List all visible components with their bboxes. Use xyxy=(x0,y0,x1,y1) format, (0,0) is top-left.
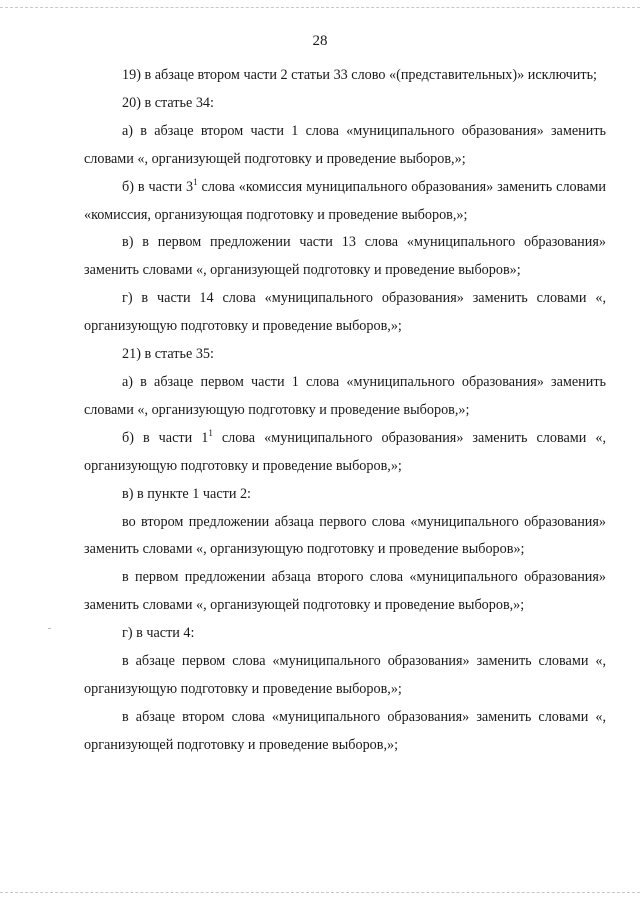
scan-border-top xyxy=(0,7,640,8)
paragraph-21-v-1: во втором предложении абзаца первого слова «муниципального образования» заменить словами «, организующую подготовку и проведение выборов»; xyxy=(84,513,606,558)
superscript-index: 1 xyxy=(193,176,198,187)
paragraph-21-g-2: в абзаце втором слова «муниципального образования» заменить словами «, организующей подготовку и проведение выборов,»; xyxy=(84,708,606,753)
paragraph-20-b xyxy=(84,174,606,230)
paragraph-21-b-start: б) в части 1 xyxy=(122,429,209,446)
paragraph-21-g: г) в части 4: xyxy=(122,625,195,642)
paragraph-21-b xyxy=(84,425,606,481)
paragraph-20-b-start: б) в части 3 xyxy=(122,178,194,195)
paragraph-item-21: 21) в статье 35: xyxy=(122,346,214,363)
page-number: 28 xyxy=(312,33,328,49)
document-body xyxy=(84,62,606,760)
paragraph-21-v: в) в пункте 1 части 2: xyxy=(122,485,251,502)
paragraph-item-20: 20) в статье 34: xyxy=(122,94,214,111)
scan-border-bottom xyxy=(0,892,640,893)
paragraph-21-b-rest: слова «муниципального образования» заменить словами «, организующую подготовку и проведение выборов,»; xyxy=(84,429,606,474)
paragraph-21-a: а) в абзаце первом части 1 слова «муниципального образования» заменить словами «, организующую подготовку и проведение выборов,»; xyxy=(84,373,606,418)
paragraph-20-v: в) в первом предложении части 13 слова «муниципального образования» заменить словами «, организующей подготовку и проведение выборов»; xyxy=(84,234,606,279)
paragraph-21-v-2: в первом предложении абзаца второго слова «муниципального образования» заменить словами «, организующей подготовку и проведение выборов,»; xyxy=(84,569,606,614)
paragraph-20-g: г) в части 14 слова «муниципального образования» заменить словами «, организующую подготовку и проведение выборов,»; xyxy=(84,290,606,335)
paragraph-21-g-1: в абзаце первом слова «муниципального образования» заменить словами «, организующую подготовку и проведение выборов,»; xyxy=(84,653,606,697)
scan-speck xyxy=(48,628,51,629)
paragraph-item-19: 19) в абзаце втором части 2 статьи 33 слово «(представительных)» исключить; xyxy=(122,67,598,83)
paragraph-20-b-rest: слова «комиссия муниципального образования» заменить словами «комиссия, организующая подготовку и проведение выборов,»; xyxy=(84,178,607,223)
paragraph-20-a: а) в абзаце втором части 1 слова «муниципального образования» заменить словами «, организующей подготовку и проведение выборов,»; xyxy=(84,122,606,167)
superscript-index: 1 xyxy=(208,427,213,438)
